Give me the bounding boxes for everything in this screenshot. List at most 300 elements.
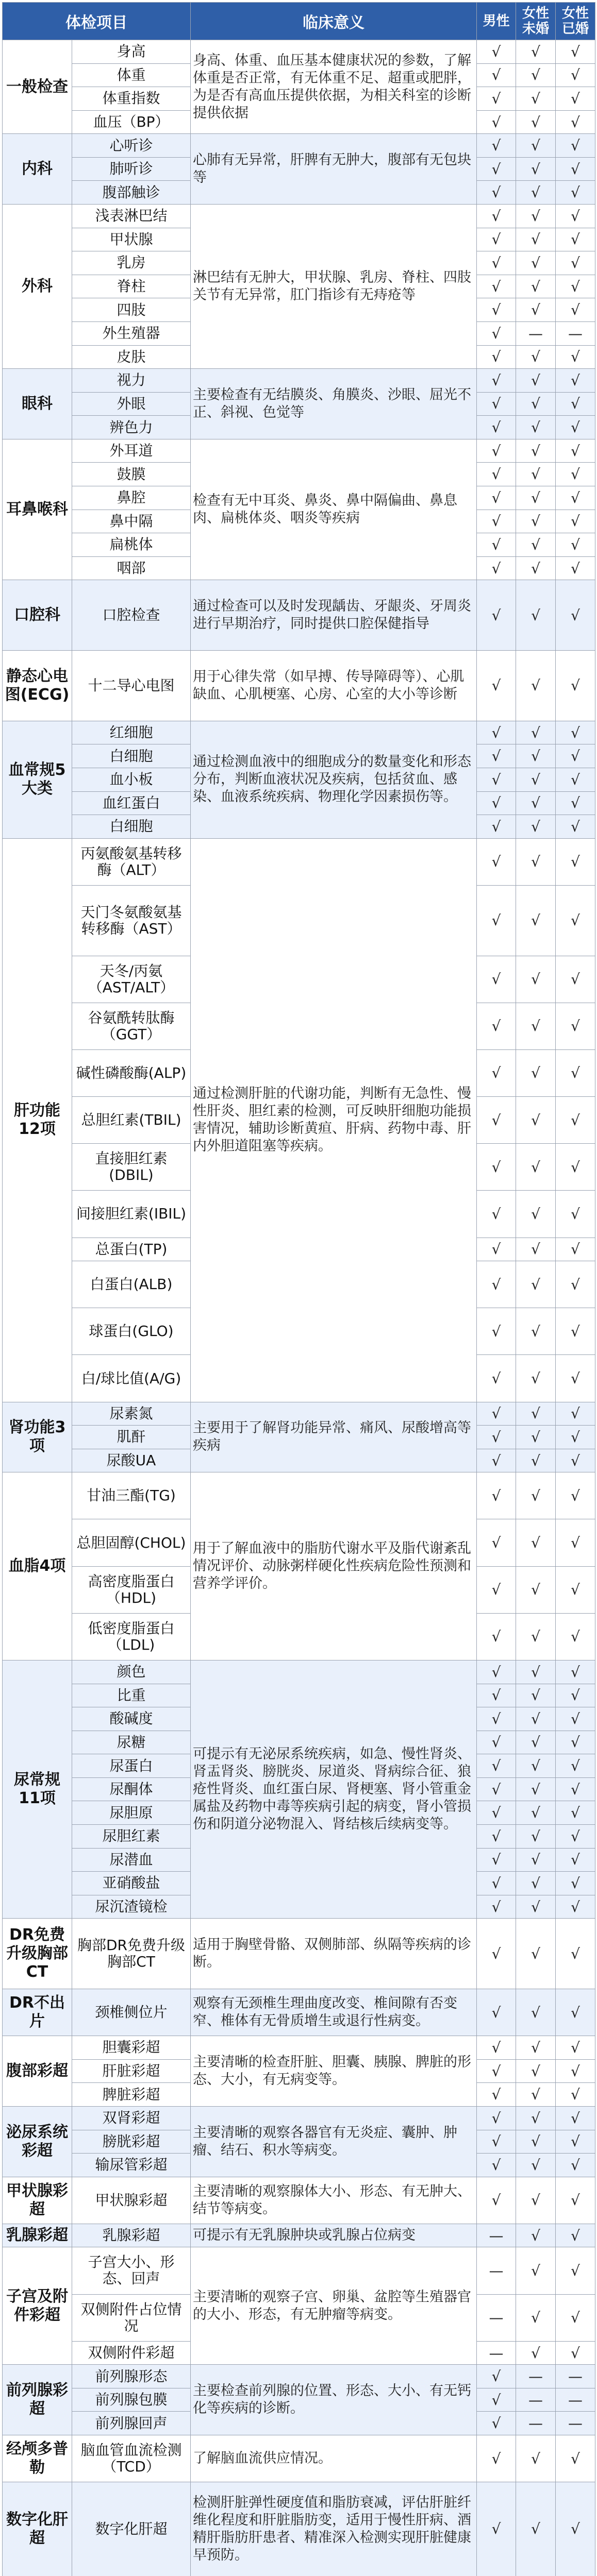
male-mark: √ (477, 2412, 516, 2435)
clinical-significance-cell: 检测肝脏弹性硬度值和脂肪衰减，评估肝脏纤维化程度和肝脏脂肪变，适用于慢性肝病、酒精肝脂肪肝患者、精准深入检测实现肝脏健康早预防。 (191, 2482, 477, 2576)
exam-item-cell: 双侧附件占位情况 (72, 2294, 191, 2341)
female-unmarried-mark: √ (516, 298, 556, 322)
male-mark: √ (477, 1426, 516, 1449)
category-cell: 泌尿系统彩超 (3, 2106, 72, 2177)
female-married-mark: √ (556, 251, 595, 275)
header-male: 男性 (477, 3, 516, 40)
exam-item-cell: 扁桃体 (72, 533, 191, 557)
female-unmarried-mark: √ (516, 1308, 556, 1355)
male-mark: √ (477, 40, 516, 64)
exam-item-cell: 尿沉渣镜检 (72, 1895, 191, 1919)
header-female-unmarried: 女性未婚 (516, 3, 556, 40)
female-married-mark: √ (556, 345, 595, 369)
male-mark: √ (477, 2388, 516, 2412)
category-cell: 内科 (3, 134, 72, 205)
clinical-significance-cell: 身高、体重、血压基本健康状况的参数，了解体重是否正常，有无体重不足、超重或肥胖，为是否有高血压提供依据，为相关科室的诊断提供依据 (191, 40, 477, 134)
male-mark: √ (477, 1801, 516, 1825)
header-female-married: 女性已婚 (556, 3, 595, 40)
female-married-mark: — (556, 2365, 595, 2388)
female-married-mark: √ (556, 2059, 595, 2083)
male-mark: √ (477, 1308, 516, 1355)
female-married-mark: √ (556, 1707, 595, 1731)
exam-item-cell: 尿蛋白 (72, 1754, 191, 1778)
female-unmarried-mark: √ (516, 251, 556, 275)
male-mark: √ (477, 345, 516, 369)
exam-item-cell: 间接胆红素(IBIL) (72, 1191, 191, 1238)
clinical-significance-cell: 主要清晰的检查肝脏、胆囊、胰腺、脾脏的形态、大小，有无病变等。 (191, 2036, 477, 2107)
female-married-mark: √ (556, 1566, 595, 1613)
male-mark: √ (477, 1355, 516, 1402)
female-married-mark: √ (556, 1097, 595, 1144)
male-mark: √ (477, 1261, 516, 1308)
female-unmarried-mark: √ (516, 1238, 556, 1261)
female-married-mark: √ (556, 298, 595, 322)
exam-item-cell: 乳房 (72, 251, 191, 275)
clinical-significance-cell: 主要清晰的观察子宫、卵巢、盆腔等生殖器官的大小、形态，有无肿瘤等病变。 (191, 2247, 477, 2365)
exam-item-cell: 身高 (72, 40, 191, 64)
male-mark: √ (477, 1472, 516, 1519)
female-unmarried-mark: √ (516, 1472, 556, 1519)
clinical-significance-cell: 通过检查可以及时发现龋齿、牙龈炎、牙周炎进行早期治疗，同时提供口腔保健指导 (191, 580, 477, 651)
exam-item-cell: 皮肤 (72, 345, 191, 369)
female-married-mark: √ (556, 1872, 595, 1895)
female-unmarried-mark: √ (516, 2482, 556, 2576)
category-cell: 乳腺彩超 (3, 2224, 72, 2247)
male-mark: √ (477, 369, 516, 393)
male-mark: √ (477, 2177, 516, 2224)
male-mark: √ (477, 1191, 516, 1238)
female-married-mark: √ (556, 1731, 595, 1754)
category-cell: 子宫及附件彩超 (3, 2247, 72, 2365)
exam-item-cell: 鼓膜 (72, 463, 191, 486)
table-row (3, 439, 595, 463)
female-unmarried-mark: √ (516, 392, 556, 416)
male-mark: √ (477, 2130, 516, 2154)
female-married-mark: — (556, 2388, 595, 2412)
female-married-mark: √ (556, 275, 595, 298)
exam-item-cell: 白/球比值(A/G) (72, 1355, 191, 1402)
female-unmarried-mark: √ (516, 791, 556, 815)
table-row (3, 205, 595, 228)
category-cell: 前列腺彩超 (3, 2365, 72, 2435)
male-mark: √ (477, 815, 516, 839)
category-cell: 数字化肝超 (3, 2482, 72, 2576)
male-mark: √ (477, 885, 516, 956)
exam-item-cell: 外耳道 (72, 439, 191, 463)
exam-item-cell: 脑血管血流检测（TCD） (72, 2435, 191, 2482)
clinical-significance-cell: 主要检查有无结膜炎、角膜炎、沙眼、屈光不正、斜视、色觉等 (191, 369, 477, 439)
female-married-mark: √ (556, 2482, 595, 2576)
exam-item-cell: 胸部DR免费升级胸部CT (72, 1919, 191, 1989)
female-married-mark: √ (556, 2106, 595, 2130)
clinical-significance-cell: 主要清晰的观察各器官有无炎症、囊肿、肿瘤、结石、积水等病变。 (191, 2106, 477, 2177)
female-unmarried-mark: √ (516, 1613, 556, 1660)
female-married-mark: √ (556, 1989, 595, 2036)
female-unmarried-mark: √ (516, 1261, 556, 1308)
male-mark: √ (477, 486, 516, 510)
exam-item-cell: 前列腺包膜 (72, 2388, 191, 2412)
exam-item-cell: 外生殖器 (72, 321, 191, 345)
male-mark: √ (477, 2482, 516, 2576)
clinical-significance-cell: 可提示有无泌尿系统疾病，如急、慢性肾炎、肾盂肾炎、膀胱炎、尿道炎、肾病综合征、狼疮性肾炎、血红蛋白尿、肾梗塞、肾小管重金属盐及药物中毒等疾病引起的病变，肾小管损伤和阴道分泌物混入、肾结核后续病变等。 (191, 1660, 477, 1918)
male-mark: √ (477, 1519, 516, 1566)
category-cell: 外科 (3, 205, 72, 369)
male-mark: √ (477, 1872, 516, 1895)
exam-item-cell: 输尿管彩超 (72, 2154, 191, 2177)
exam-item-cell: 直接胆红素(DBIL) (72, 1144, 191, 1191)
female-married-mark: √ (556, 2154, 595, 2177)
clinical-significance-cell: 了解脑血流供应情况。 (191, 2435, 477, 2482)
female-married-mark: √ (556, 1919, 595, 1989)
exam-item-cell: 乳腺彩超 (72, 2224, 191, 2247)
male-mark: √ (477, 2106, 516, 2130)
male-mark: √ (477, 1895, 516, 1919)
male-mark: √ (477, 2365, 516, 2388)
category-cell: 尿常规11项 (3, 1660, 72, 1918)
male-mark: √ (477, 392, 516, 416)
female-unmarried-mark: √ (516, 486, 556, 510)
exam-item-cell: 尿酸UA (72, 1449, 191, 1472)
male-mark: — (477, 2247, 516, 2294)
female-married-mark: √ (556, 392, 595, 416)
female-married-mark: √ (556, 2435, 595, 2482)
exam-item-cell: 红细胞 (72, 721, 191, 744)
female-unmarried-mark: √ (516, 1872, 556, 1895)
exam-item-cell: 尿胆原 (72, 1801, 191, 1825)
female-married-mark: √ (556, 1613, 595, 1660)
table-row (3, 838, 595, 885)
table-row (3, 2224, 595, 2247)
female-unmarried-mark: — (516, 2412, 556, 2435)
female-married-mark: √ (556, 1801, 595, 1825)
clinical-significance-cell: 用于了解血液中的脂肪代谢水平及脂代谢紊乱情况评价、动脉粥样硬化性疾病危险性预测和营养学评价。 (191, 1472, 477, 1660)
male-mark: √ (477, 1777, 516, 1801)
female-unmarried-mark: √ (516, 1777, 556, 1801)
female-married-mark: √ (556, 768, 595, 791)
male-mark: √ (477, 1613, 516, 1660)
female-married-mark: √ (556, 1238, 595, 1261)
female-married-mark: √ (556, 2224, 595, 2247)
male-mark: √ (477, 463, 516, 486)
exam-item-cell: 口腔检查 (72, 580, 191, 651)
category-cell: 肝功能12项 (3, 838, 72, 1402)
female-married-mark: √ (556, 1426, 595, 1449)
table-header-row (3, 3, 595, 40)
female-unmarried-mark: √ (516, 2106, 556, 2130)
female-unmarried-mark: √ (516, 1144, 556, 1191)
female-unmarried-mark: √ (516, 63, 556, 87)
female-unmarried-mark: √ (516, 2036, 556, 2060)
female-unmarried-mark: √ (516, 87, 556, 111)
female-married-mark: √ (556, 815, 595, 839)
male-mark: √ (477, 533, 516, 557)
female-unmarried-mark: √ (516, 181, 556, 205)
exam-item-cell: 尿素氮 (72, 1402, 191, 1426)
male-mark: √ (477, 1824, 516, 1848)
exam-item-cell: 腹部触诊 (72, 181, 191, 205)
exam-item-cell: 谷氨酰转肽酶（GGT） (72, 1003, 191, 1049)
female-married-mark: √ (556, 228, 595, 251)
female-unmarried-mark: √ (516, 1191, 556, 1238)
female-unmarried-mark: √ (516, 956, 556, 1003)
exam-item-cell: 鼻中隔 (72, 510, 191, 533)
exam-item-cell: 血压（BP） (72, 110, 191, 134)
female-married-mark: √ (556, 205, 595, 228)
table-row (3, 2177, 595, 2224)
exam-item-cell: 咽部 (72, 556, 191, 580)
clinical-significance-cell: 通过检测血液中的细胞成分的数量变化和形态分布，判断血液状况及疾病，包括贫血、感染、血液系统疾病、物理化学因素损伤等。 (191, 721, 477, 838)
female-married-mark: √ (556, 1895, 595, 1919)
exam-item-cell: 膀胱彩超 (72, 2130, 191, 2154)
female-married-mark: √ (556, 1402, 595, 1426)
male-mark: √ (477, 205, 516, 228)
exam-item-cell: 天冬/丙氨（AST/ALT） (72, 956, 191, 1003)
female-unmarried-mark: √ (516, 463, 556, 486)
table-row (3, 2106, 595, 2130)
female-unmarried-mark: √ (516, 2177, 556, 2224)
male-mark: — (477, 2341, 516, 2365)
male-mark: √ (477, 556, 516, 580)
female-unmarried-mark: √ (516, 1519, 556, 1566)
female-married-mark: — (556, 2412, 595, 2435)
table-row (3, 1660, 595, 1684)
female-married-mark: √ (556, 1261, 595, 1308)
male-mark: √ (477, 251, 516, 275)
exam-item-cell: 外眼 (72, 392, 191, 416)
female-unmarried-mark: √ (516, 1848, 556, 1872)
female-unmarried-mark: √ (516, 1402, 556, 1426)
male-mark: √ (477, 416, 516, 439)
exam-item-cell: 尿酮体 (72, 1777, 191, 1801)
female-unmarried-mark: √ (516, 838, 556, 885)
female-unmarried-mark: √ (516, 556, 556, 580)
exam-item-cell: 甲状腺 (72, 228, 191, 251)
female-married-mark: √ (556, 486, 595, 510)
exam-item-cell: 白细胞 (72, 815, 191, 839)
male-mark: √ (477, 228, 516, 251)
exam-item-cell: 尿胆红素 (72, 1824, 191, 1848)
female-unmarried-mark: √ (516, 1824, 556, 1848)
male-mark: √ (477, 181, 516, 205)
exam-item-cell: 视力 (72, 369, 191, 393)
female-married-mark: √ (556, 1308, 595, 1355)
clinical-significance-cell: 用于心律失常（如早搏、传导障碍等）、心肌缺血、心肌梗塞、心房、心室的大小等诊断 (191, 651, 477, 721)
female-unmarried-mark: √ (516, 1754, 556, 1778)
male-mark: √ (477, 2154, 516, 2177)
female-unmarried-mark: √ (516, 40, 556, 64)
exam-item-cell: 甘油三酯(TG) (72, 1472, 191, 1519)
male-mark: √ (477, 298, 516, 322)
female-unmarried-mark: √ (516, 2130, 556, 2154)
male-mark: √ (477, 1848, 516, 1872)
female-married-mark: — (556, 321, 595, 345)
male-mark: — (477, 2224, 516, 2247)
exam-item-cell: 尿潜血 (72, 1848, 191, 1872)
category-cell: 腹部彩超 (3, 2036, 72, 2107)
male-mark: √ (477, 1707, 516, 1731)
table-row (3, 2435, 595, 2482)
male-mark: √ (477, 110, 516, 134)
category-cell: 血常规5大类 (3, 721, 72, 838)
male-mark: √ (477, 1238, 516, 1261)
female-unmarried-mark: √ (516, 2294, 556, 2341)
category-cell: 眼科 (3, 369, 72, 439)
exam-item-cell: 亚硝酸盐 (72, 1872, 191, 1895)
female-married-mark: √ (556, 885, 595, 956)
female-married-mark: √ (556, 87, 595, 111)
male-mark: — (477, 2294, 516, 2341)
female-unmarried-mark: √ (516, 1731, 556, 1754)
female-unmarried-mark: √ (516, 1660, 556, 1684)
table-row (3, 2482, 595, 2576)
exam-item-cell: 前列腺形态 (72, 2365, 191, 2388)
male-mark: √ (477, 768, 516, 791)
exam-item-cell: 肌酐 (72, 1426, 191, 1449)
exam-item-cell: 肺听诊 (72, 157, 191, 181)
category-cell: 静态心电图(ECG) (3, 651, 72, 721)
female-unmarried-mark: √ (516, 416, 556, 439)
exam-table-body (3, 40, 595, 2576)
female-married-mark: √ (556, 744, 595, 768)
female-married-mark: √ (556, 40, 595, 64)
female-unmarried-mark: √ (516, 651, 556, 721)
female-married-mark: √ (556, 1355, 595, 1402)
female-married-mark: √ (556, 1049, 595, 1096)
female-married-mark: √ (556, 721, 595, 744)
exam-item-cell: 前列腺回声 (72, 2412, 191, 2435)
exam-item-cell: 颈椎侧位片 (72, 1989, 191, 2036)
female-married-mark: √ (556, 533, 595, 557)
male-mark: √ (477, 1989, 516, 2036)
female-unmarried-mark: √ (516, 1097, 556, 1144)
female-unmarried-mark: — (516, 2388, 556, 2412)
female-married-mark: √ (556, 1777, 595, 1801)
clinical-significance-cell: 主要检查前列腺的位置、形态、大小、有无钙化等疾病的诊断。 (191, 2365, 477, 2435)
male-mark: √ (477, 2036, 516, 2060)
clinical-significance-cell: 主要清晰的观察腺体大小、形态、有无肿大、结节等病变。 (191, 2177, 477, 2224)
female-unmarried-mark: √ (516, 533, 556, 557)
female-married-mark: √ (556, 2036, 595, 2060)
male-mark: √ (477, 956, 516, 1003)
exam-item-cell: 十二导心电图 (72, 651, 191, 721)
female-unmarried-mark: — (516, 2365, 556, 2388)
female-married-mark: √ (556, 2083, 595, 2107)
table-row (3, 369, 595, 393)
female-unmarried-mark: √ (516, 1049, 556, 1096)
clinical-significance-cell: 观察有无颈椎生理曲度改变、椎间隙有否变窄、椎体有无骨质增生或退行性病变。 (191, 1989, 477, 2036)
table-row (3, 40, 595, 64)
male-mark: √ (477, 651, 516, 721)
female-unmarried-mark: √ (516, 885, 556, 956)
male-mark: √ (477, 1402, 516, 1426)
clinical-significance-cell: 心肺有无异常，肝脾有无肿大，腹部有无包块等 (191, 134, 477, 205)
category-cell: DR免费升级胸部CT (3, 1919, 72, 1989)
female-married-mark: √ (556, 439, 595, 463)
table-row (3, 1989, 595, 2036)
female-married-mark: √ (556, 1684, 595, 1707)
female-married-mark: √ (556, 2130, 595, 2154)
male-mark: √ (477, 1660, 516, 1684)
female-unmarried-mark: √ (516, 345, 556, 369)
exam-item-cell: 子宫大小、形态、回声 (72, 2247, 191, 2294)
female-married-mark: √ (556, 369, 595, 393)
table-row (3, 2247, 595, 2294)
female-unmarried-mark: √ (516, 134, 556, 158)
table-row (3, 651, 595, 721)
exam-item-cell: 总胆固醇(CHOL) (72, 1519, 191, 1566)
male-mark: √ (477, 580, 516, 651)
male-mark: √ (477, 1097, 516, 1144)
female-married-mark: √ (556, 1848, 595, 1872)
female-unmarried-mark: √ (516, 2341, 556, 2365)
female-unmarried-mark: √ (516, 1566, 556, 1613)
male-mark: √ (477, 1003, 516, 1049)
female-married-mark: √ (556, 791, 595, 815)
category-cell: 血脂4项 (3, 1472, 72, 1660)
table-row (3, 721, 595, 744)
female-unmarried-mark: √ (516, 510, 556, 533)
female-unmarried-mark: √ (516, 1449, 556, 1472)
exam-items-table (2, 2, 595, 2576)
female-unmarried-mark: √ (516, 439, 556, 463)
female-married-mark: √ (556, 1144, 595, 1191)
female-married-mark: √ (556, 1449, 595, 1472)
exam-item-cell: 总蛋白(TP) (72, 1238, 191, 1261)
male-mark: √ (477, 1449, 516, 1472)
exam-item-cell: 体重 (72, 63, 191, 87)
female-married-mark: √ (556, 1660, 595, 1684)
exam-item-cell: 高密度脂蛋白（HDL) (72, 1566, 191, 1613)
male-mark: √ (477, 1566, 516, 1613)
female-unmarried-mark: √ (516, 1707, 556, 1731)
table-row (3, 2365, 595, 2388)
female-married-mark: √ (556, 1191, 595, 1238)
female-married-mark: √ (556, 2294, 595, 2341)
female-unmarried-mark: √ (516, 1003, 556, 1049)
exam-item-cell: 辨色力 (72, 416, 191, 439)
category-cell: 经颅多普勒 (3, 2435, 72, 2482)
female-married-mark: √ (556, 463, 595, 486)
female-married-mark: √ (556, 63, 595, 87)
female-unmarried-mark: √ (516, 1426, 556, 1449)
female-unmarried-mark: √ (516, 2083, 556, 2107)
category-cell: 口腔科 (3, 580, 72, 651)
female-married-mark: √ (556, 157, 595, 181)
exam-item-cell: 白细胞 (72, 744, 191, 768)
clinical-significance-cell: 主要用于了解肾功能异常、痛风、尿酸增高等疾病 (191, 1402, 477, 1472)
female-married-mark: √ (556, 1519, 595, 1566)
female-unmarried-mark: √ (516, 2435, 556, 2482)
exam-item-cell: 低密度脂蛋白（LDL) (72, 1613, 191, 1660)
exam-item-cell: 总胆红素(TBIL) (72, 1097, 191, 1144)
exam-item-cell: 双侧附件彩超 (72, 2341, 191, 2365)
table-row (3, 580, 595, 651)
table-row (3, 2036, 595, 2060)
header-clinical-significance: 临床意义 (191, 3, 477, 40)
clinical-significance-cell: 适用于胸壁骨骼、双侧肺部、纵隔等疾病的诊断。 (191, 1919, 477, 1989)
exam-item-cell: 颜色 (72, 1660, 191, 1684)
male-mark: √ (477, 134, 516, 158)
table-row (3, 134, 595, 158)
exam-item-cell: 碱性磷酸酶(ALP) (72, 1049, 191, 1096)
female-unmarried-mark: √ (516, 721, 556, 744)
clinical-significance-cell: 可提示有无乳腺肿块或乳腺占位病变 (191, 2224, 477, 2247)
female-unmarried-mark: √ (516, 2059, 556, 2083)
female-married-mark: √ (556, 1824, 595, 1848)
female-unmarried-mark: √ (516, 1895, 556, 1919)
exam-item-cell: 血红蛋白 (72, 791, 191, 815)
female-married-mark: √ (556, 110, 595, 134)
